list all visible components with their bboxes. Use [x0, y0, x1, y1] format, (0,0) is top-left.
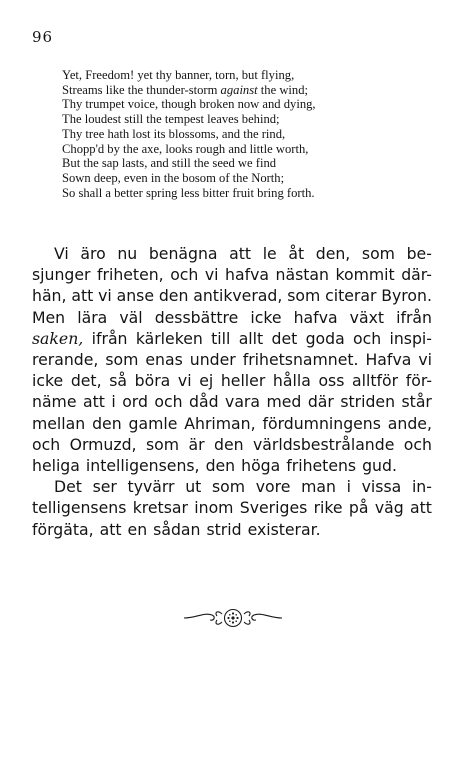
word: Sveriges — [239, 498, 308, 518]
word: dåd — [189, 392, 219, 412]
word: heliga — [32, 456, 80, 476]
word: nästan — [275, 265, 329, 285]
poem-line — [62, 156, 432, 171]
word: och — [170, 265, 199, 285]
word: Ormuzd, — [69, 434, 137, 454]
word: allt — [238, 328, 264, 348]
word: existerar. — [247, 519, 321, 539]
word: striden — [340, 392, 396, 412]
poem-text: Chopp'd by the axe, looks rough and little worth, — [62, 141, 309, 156]
word: vore — [255, 477, 291, 497]
word: en — [127, 519, 148, 539]
word: lära — [77, 307, 108, 327]
text-line — [32, 497, 432, 518]
word: den — [214, 434, 244, 454]
poem-text: But the sap lasts, and still the seed we find — [62, 156, 277, 171]
word: enas — [145, 350, 183, 370]
word: ifrån — [396, 307, 432, 327]
word: dessbättre — [154, 307, 239, 327]
poem-text: Thy trumpet voice, though broken now and dying, — [62, 97, 316, 112]
word: citerar — [325, 286, 377, 306]
word: som — [361, 244, 395, 263]
poem-line — [62, 171, 432, 186]
word: och — [32, 434, 61, 454]
word: att — [99, 519, 122, 539]
word: fördumningens — [262, 413, 381, 433]
poem-text: Sown deep, even in the bosom of the North; — [62, 170, 285, 185]
word: på — [348, 498, 369, 518]
word: ut — [185, 477, 202, 497]
word: gud. — [362, 456, 397, 476]
body-text — [32, 243, 432, 540]
word: benägna — [148, 244, 218, 263]
emphasized-word: saken, — [32, 328, 84, 348]
word: där — [307, 392, 334, 412]
word: sjunger — [32, 265, 91, 285]
word: icke — [32, 371, 64, 391]
poem-text: So shall a better spring less bitter fruit bring forth. — [62, 185, 315, 200]
word: och — [403, 434, 432, 454]
word: inspi- — [389, 328, 432, 348]
word: tyvärr — [127, 477, 175, 497]
byron-quote-block — [62, 68, 432, 200]
word: och — [154, 392, 183, 412]
word: står — [401, 392, 432, 412]
poem-line — [62, 186, 432, 201]
word: vi — [177, 371, 192, 391]
word: som — [287, 286, 321, 306]
word: nu — [117, 244, 138, 263]
word: intelligensens, — [85, 456, 200, 476]
word: att — [82, 392, 105, 412]
text-line — [32, 285, 432, 306]
word: sådan — [153, 519, 201, 539]
word: Det — [54, 477, 82, 497]
text-line — [32, 243, 432, 264]
word: vi — [98, 286, 112, 306]
word: kommit — [335, 265, 395, 285]
word: världsbestrålande — [253, 434, 395, 454]
word: friheten, — [97, 265, 164, 285]
word: Hafva — [365, 350, 412, 370]
word: att — [71, 286, 94, 306]
word: gamle — [128, 413, 178, 433]
word: ifrån — [91, 328, 128, 348]
word: den — [158, 286, 189, 306]
word: alltför — [352, 371, 399, 391]
text-line — [32, 349, 432, 370]
text-line — [32, 476, 432, 497]
text-line — [32, 391, 432, 412]
word: heller — [220, 371, 266, 391]
word: åt — [288, 244, 305, 263]
word: anse — [116, 286, 154, 306]
word: där- — [401, 265, 432, 285]
poem-line — [62, 142, 432, 157]
word: vi — [204, 265, 219, 285]
text-line — [32, 519, 432, 540]
word: den — [205, 456, 236, 476]
word: det, — [70, 371, 102, 391]
word: goda — [305, 328, 345, 348]
word: ser — [92, 477, 117, 497]
word: böra — [134, 371, 171, 391]
word: till — [211, 328, 231, 348]
word: frihetsnamnet. — [242, 350, 359, 370]
word: i — [111, 392, 116, 412]
word: vissa — [361, 477, 402, 497]
poem-text: The loudest still the tempest leaves behind; — [62, 112, 280, 127]
word: som — [105, 350, 139, 370]
text-line — [32, 370, 432, 391]
word: under — [189, 350, 236, 370]
word: Vi — [54, 244, 69, 263]
word: oss — [318, 371, 345, 391]
word: som — [211, 477, 246, 497]
word: antikverad, — [193, 286, 283, 306]
poem-text: Streams like the thunder-storm — [62, 82, 221, 97]
poem-text: Thy tree hath lost its blossoms, and the rind, — [62, 126, 286, 141]
word: det — [271, 328, 298, 348]
word: Ahriman, — [184, 413, 256, 433]
word: Byron. — [381, 286, 432, 306]
word: väg — [374, 498, 404, 518]
poem-emphasis: against — [220, 82, 258, 97]
word: strid — [206, 519, 242, 539]
word: mellan — [32, 413, 86, 433]
word: äro — [80, 244, 106, 263]
word: in- — [411, 477, 432, 497]
word: hafva — [225, 265, 270, 285]
text-line — [32, 434, 432, 455]
word: be- — [406, 244, 432, 263]
word: med — [266, 392, 302, 412]
word: ord — [122, 392, 148, 412]
word: är — [188, 434, 205, 454]
word: inom — [194, 498, 234, 518]
word: att — [410, 498, 432, 518]
word: telligensens — [32, 498, 127, 518]
poem-line — [62, 68, 432, 83]
text-line — [32, 264, 432, 285]
word: och — [353, 328, 382, 348]
poem-text: the wind; — [257, 82, 309, 97]
poem-line — [62, 112, 432, 127]
word: väl — [119, 307, 143, 327]
word: så — [109, 371, 127, 391]
word: rerande, — [32, 350, 99, 370]
text-line — [32, 413, 432, 434]
poem-text: Yet, Freedom! yet thy banner, torn, but flying, — [62, 68, 295, 82]
poem-line — [62, 83, 432, 98]
word: vi — [418, 350, 432, 370]
word: man — [301, 477, 336, 497]
word: kärleken — [135, 328, 203, 348]
word: le — [262, 244, 277, 263]
word: vara — [225, 392, 260, 412]
word: ande, — [387, 413, 432, 433]
word: växt — [349, 307, 385, 327]
poem-line — [62, 127, 432, 142]
word: icke — [250, 307, 282, 327]
printers-ornament-icon — [178, 606, 288, 630]
text-line — [32, 307, 432, 328]
word: att — [229, 244, 252, 263]
word: hålla — [272, 371, 311, 391]
word: hafva — [293, 307, 338, 327]
word: förgäta, — [32, 519, 94, 539]
word: i — [346, 477, 351, 497]
word: näme — [32, 392, 77, 412]
word: som — [145, 434, 180, 454]
word: för- — [405, 371, 432, 391]
word: rike — [313, 498, 343, 518]
word: frihetens — [286, 456, 357, 476]
word: kretsar — [132, 498, 188, 518]
poem-line — [62, 97, 432, 112]
word: ej — [199, 371, 214, 391]
word: höga — [241, 456, 281, 476]
word: Men — [32, 307, 66, 327]
word: den — [92, 413, 122, 433]
page-number: 96 — [32, 28, 54, 46]
text-line — [32, 455, 432, 476]
word: den, — [315, 244, 351, 263]
word: hän, — [32, 286, 67, 306]
text-line — [32, 328, 432, 349]
